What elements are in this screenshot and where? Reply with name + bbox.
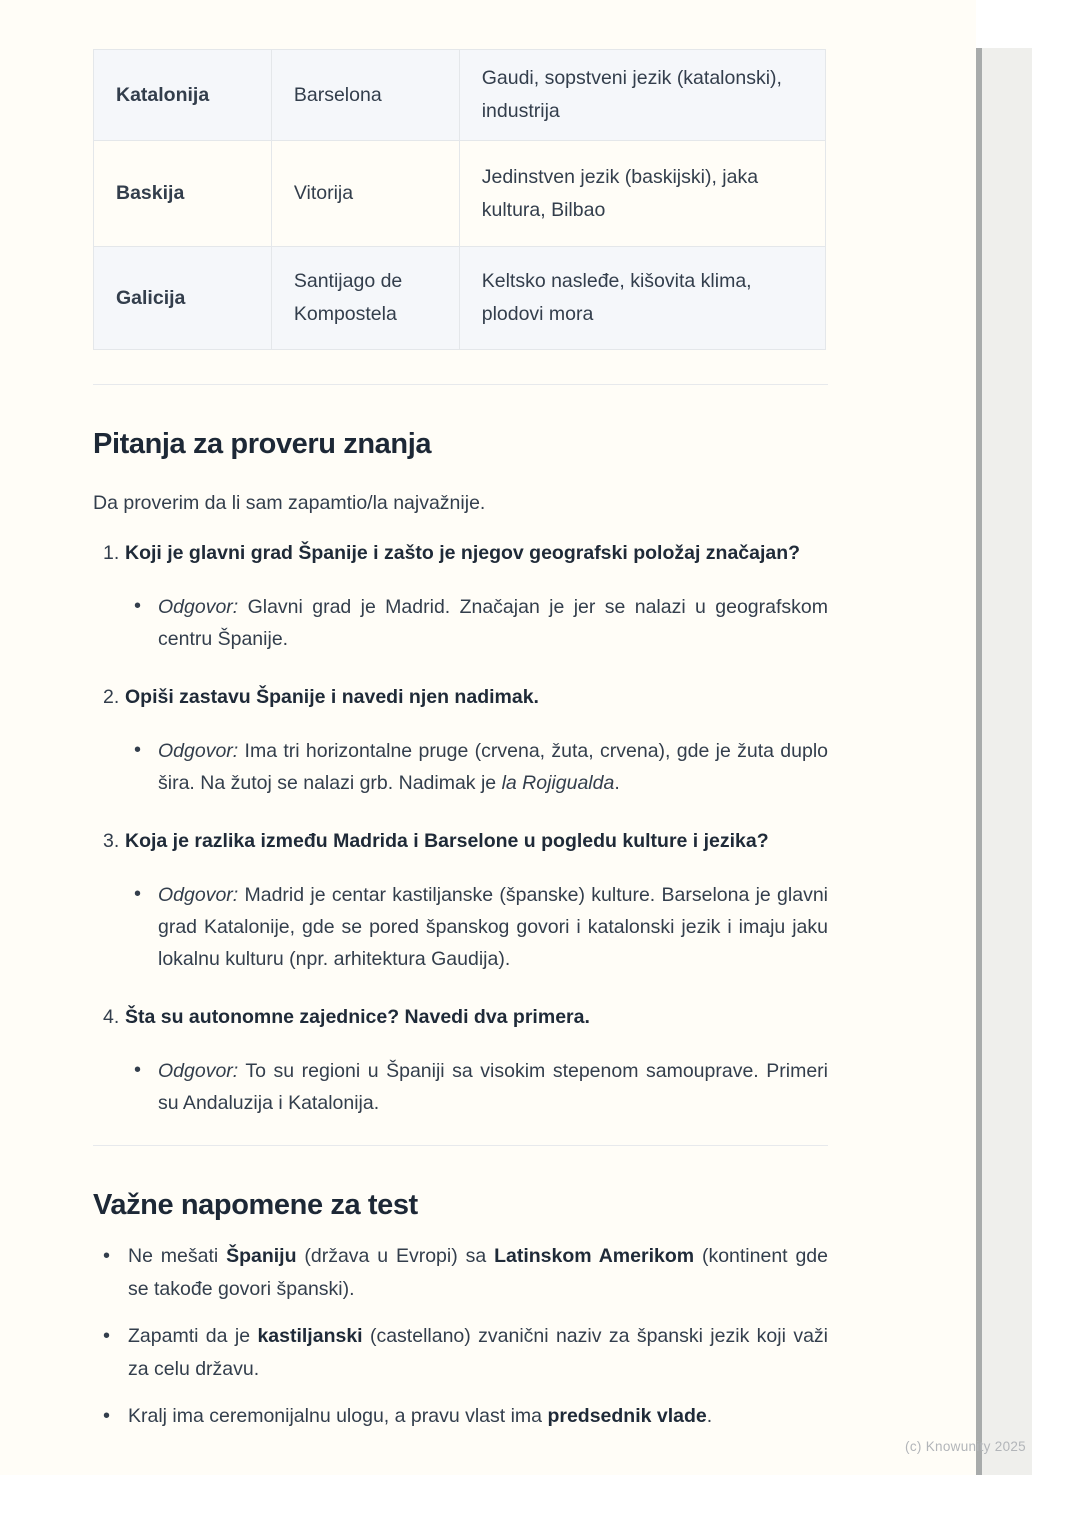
question-text: Koja je razlika između Madrida i Barselone u pogledu kulture i jezika? — [125, 830, 769, 852]
scrollbar-thumb[interactable] — [976, 48, 982, 1475]
questions-list — [93, 537, 828, 1119]
section-divider — [93, 384, 828, 385]
answer-text: • Odgovor: Glavni grad je Madrid. Značajan je jer se nalazi u geografskom centru Španije. — [125, 591, 828, 655]
question-number: 2. — [103, 686, 120, 708]
scrollbar-track[interactable] — [976, 48, 1032, 1475]
features-cell: Jedinstven jezik (baskijski), jaka kultura, Bilbao — [459, 141, 825, 247]
notes-list — [93, 1240, 828, 1433]
answer-text: • Odgovor: Madrid je centar kastiljanske (španske) kulture. Barselona je glavni grad Katalonije, gde se pored španskog govori i katalonski jezik i imaju jaku lokalnu kulturu (npr. arhitektura Gaudija). — [125, 879, 828, 975]
questions-intro: Da proverim da li sam zapamtio/la najvažnije. — [93, 492, 486, 514]
note-item: • Zapamti da je kastiljanski (castellano) zvanični naziv za španski jezik koji važi za celu državu. — [93, 1320, 828, 1386]
region-cell: Baskija — [94, 141, 272, 247]
note-item: • Ne mešati Španiju (država u Evropi) sa Latinskom Amerikom (kontinent gde se takođe govori španski). — [93, 1240, 828, 1306]
question-text: Šta su autonomne zajednice? Navedi dva primera. — [125, 1006, 590, 1028]
question-text: Opiši zastavu Španije i navedi njen nadimak. — [125, 686, 539, 708]
answer-text: • Odgovor: To su regioni u Španiji sa visokim stepenom samouprave. Primeri su Andaluzija i Katalonija. — [125, 1055, 828, 1119]
question-item — [93, 1001, 828, 1119]
city-cell: Vitorija — [271, 141, 459, 247]
question-number: 4. — [103, 1006, 120, 1028]
question-item — [93, 681, 828, 799]
city-cell: Santijago de Kompostela — [271, 247, 459, 350]
notes-section-title: Važne napomene za test — [93, 1189, 418, 1221]
section-divider — [93, 1145, 828, 1146]
region-cell: Galicija — [94, 247, 272, 350]
features-cell: Keltsko nasleđe, kišovita klima, plodovi mora — [459, 247, 825, 350]
table-row — [94, 247, 826, 350]
questions-section-title: Pitanja za proveru znanja — [93, 428, 432, 460]
region-cell: Katalonija — [94, 50, 272, 141]
question-item — [93, 537, 828, 655]
regions-table — [93, 49, 826, 350]
features-cell: Gaudi, sopstveni jezik (katalonski), industrija — [459, 50, 825, 141]
city-cell: Barselona — [271, 50, 459, 141]
copyright-watermark: (c) Knowunity 2025 — [905, 1439, 1026, 1454]
table-row — [94, 141, 826, 247]
question-number: 1. — [103, 542, 120, 564]
question-item — [93, 825, 828, 975]
question-number: 3. — [103, 830, 120, 852]
document-content — [93, 0, 828, 1447]
note-item: • Kralj ima ceremonijalnu ulogu, a pravu vlast ima predsednik vlade. — [93, 1400, 828, 1433]
question-text: Koji je glavni grad Španije i zašto je njegov geografski položaj značajan? — [125, 542, 801, 564]
answer-text: • Odgovor: Ima tri horizontalne pruge (crvena, žuta, crvena), gde je žuta duplo šira. Na žutoj se nalazi grb. Nadimak je la Rojigualda. — [125, 735, 828, 799]
table-row — [94, 50, 826, 141]
